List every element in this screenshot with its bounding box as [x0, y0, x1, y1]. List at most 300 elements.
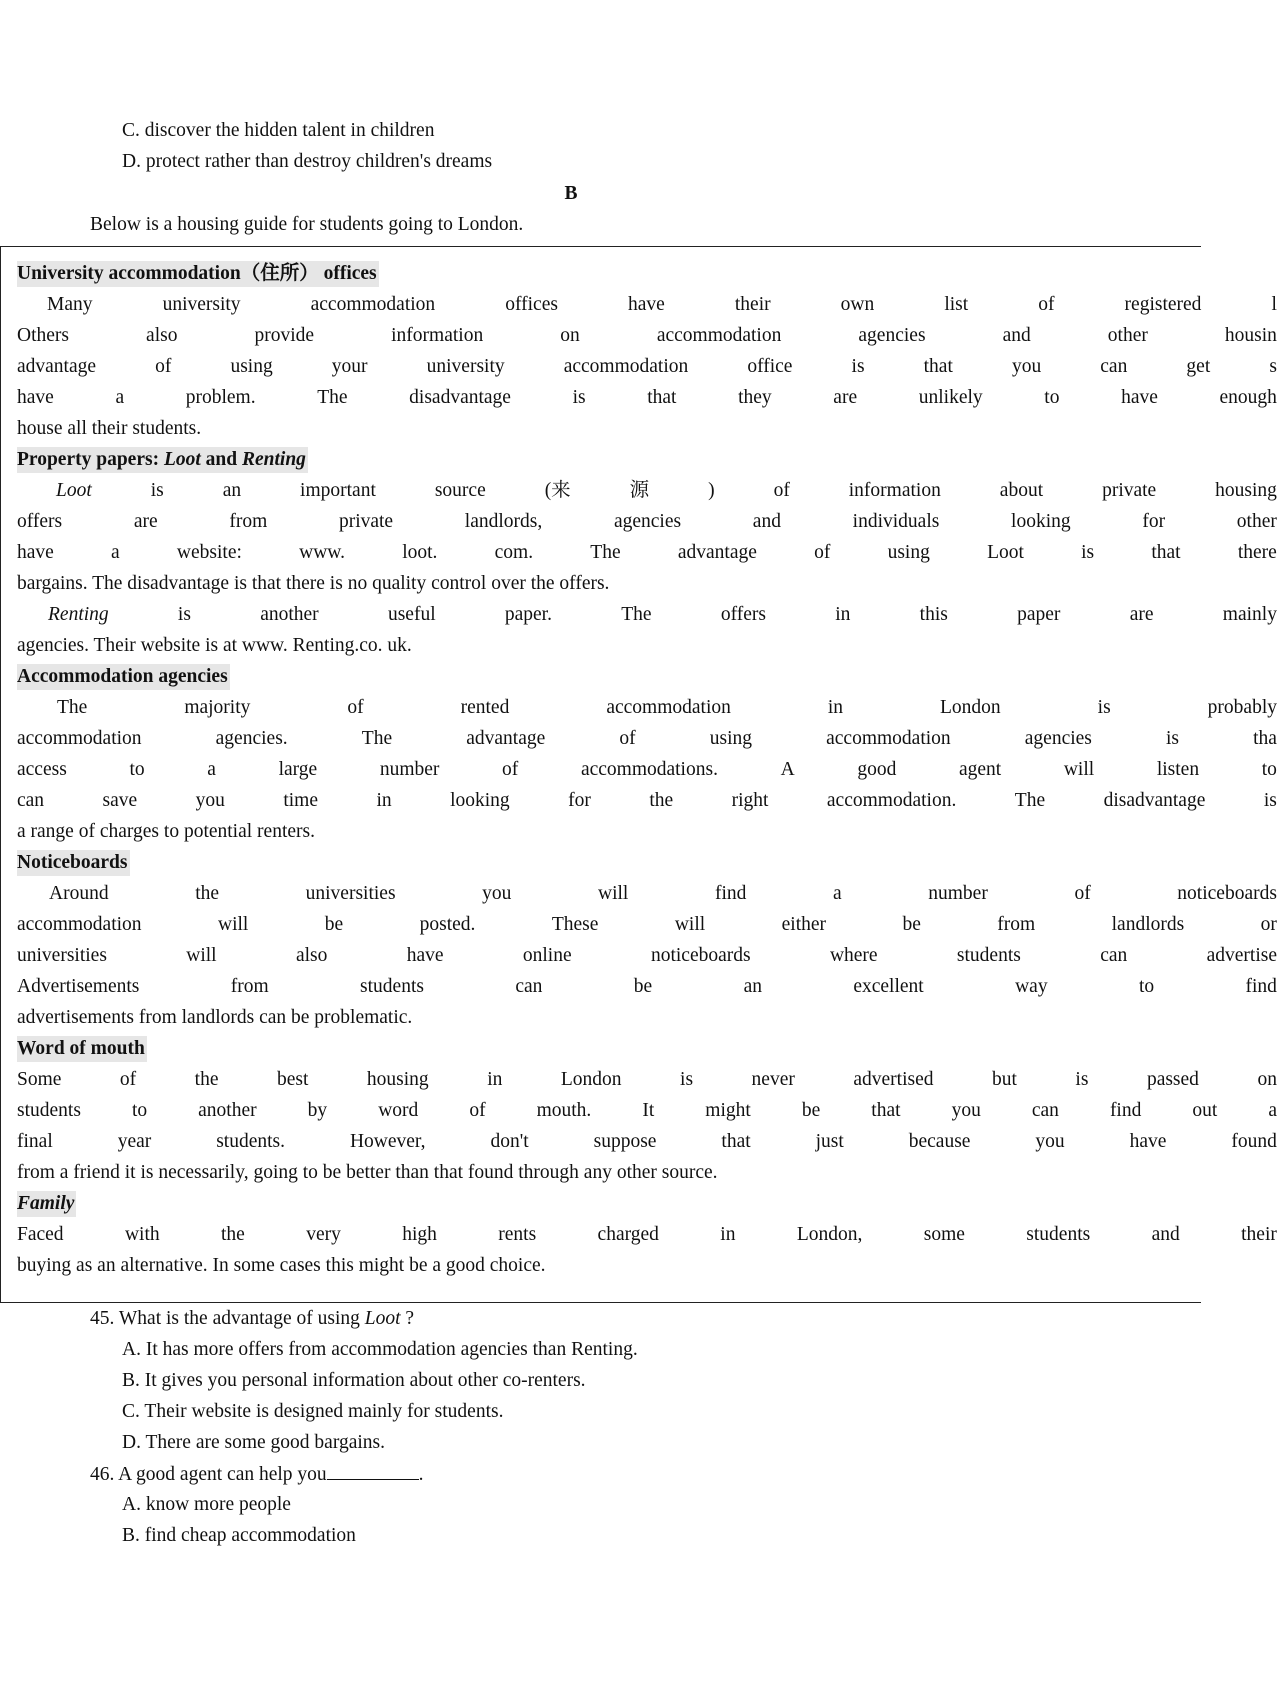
word: are [833, 387, 858, 408]
word: accommodation [656, 325, 782, 346]
word: 源 [629, 480, 650, 501]
para-univ-last: house all their students. [17, 418, 202, 439]
word: you [195, 790, 225, 811]
word: the [194, 1069, 219, 1090]
word: to [1261, 759, 1277, 780]
heading-text: Accommodation agencies [17, 664, 230, 690]
word: find [714, 883, 747, 904]
word: to [1138, 976, 1155, 997]
word: or [1260, 914, 1277, 935]
word: will [217, 914, 249, 935]
para-notice-line-3 [17, 943, 1277, 969]
word: of [1038, 294, 1055, 315]
word: other [1236, 511, 1277, 532]
word: accommodation. [826, 790, 957, 811]
word: offers [720, 604, 766, 625]
word: are [133, 511, 158, 532]
word: enough [1219, 387, 1277, 408]
word: to [1044, 387, 1060, 408]
word: Advertisements [17, 976, 140, 997]
word: you [482, 883, 512, 904]
word: you [1035, 1131, 1065, 1152]
word: best [277, 1069, 309, 1090]
word: of [119, 1069, 137, 1090]
word: either [781, 914, 827, 935]
word: tha [1253, 728, 1277, 749]
word: you [951, 1100, 981, 1121]
para-univ-line-3 [17, 354, 1277, 380]
heading-university-offices [17, 261, 379, 287]
word: will [674, 914, 706, 935]
para-agencies-line-2 [17, 726, 1277, 752]
word: will [186, 945, 217, 966]
word: another [198, 1100, 257, 1121]
word: using [230, 356, 273, 377]
word: and [1151, 1224, 1180, 1245]
para-word-line-1 [17, 1067, 1277, 1093]
word: advertise [1206, 945, 1277, 966]
para-notice-line-1 [49, 881, 1277, 907]
word: to [131, 1100, 148, 1121]
word: an [222, 480, 242, 501]
word: just [815, 1131, 844, 1152]
word: because [908, 1131, 971, 1152]
word: private [1102, 480, 1157, 501]
word: landlords, [464, 511, 543, 532]
word: agent [958, 759, 1002, 780]
question-45-option-b[interactable]: B. It gives you personal information about other co-renters. [122, 1370, 586, 1391]
heading-text: Family [17, 1191, 76, 1217]
word: unlikely [918, 387, 983, 408]
heading-text: Word of mouth [17, 1036, 147, 1062]
word: students. [216, 1131, 285, 1152]
para-notice-line-4 [17, 974, 1277, 1000]
word: Others [17, 325, 69, 346]
word: will [1063, 759, 1095, 780]
word: to [129, 759, 145, 780]
para-agencies-line-1 [57, 695, 1277, 721]
heading-accommodation-agencies [17, 664, 230, 690]
word: a [207, 759, 216, 780]
para-univ-line-1 [47, 292, 1277, 318]
word: mainly [1222, 604, 1277, 625]
word: on [560, 325, 580, 346]
word: have [406, 945, 444, 966]
word: looking [1011, 511, 1071, 532]
word: ) [708, 480, 715, 501]
word: The [57, 697, 88, 718]
section-letter: B [564, 183, 578, 204]
word: universities [17, 945, 107, 966]
word: number [928, 883, 988, 904]
word: and [752, 511, 781, 532]
word: These [551, 914, 599, 935]
stem-end: . [418, 1464, 424, 1485]
word: agencies [1024, 728, 1092, 749]
heading-loot: Loot [163, 449, 201, 470]
word: However, [349, 1131, 426, 1152]
word: of [469, 1100, 486, 1121]
word: can [1100, 356, 1128, 377]
heading-text: Noticeboards [17, 850, 130, 876]
word: offers [17, 511, 63, 532]
word: The [621, 604, 652, 625]
prev-option-d: D. protect rather than destroy children's dreams [122, 151, 493, 172]
word: a [115, 387, 125, 408]
word: in [487, 1069, 503, 1090]
word: you [1011, 356, 1042, 377]
word: Loot [56, 480, 92, 501]
word: an [743, 976, 762, 997]
word: advantage [466, 728, 546, 749]
word: noticeboards [650, 945, 751, 966]
para-loot-line-2 [17, 509, 1277, 535]
word: word [378, 1100, 419, 1121]
word: can [515, 976, 543, 997]
word: but [992, 1069, 1017, 1090]
word: is [177, 604, 191, 625]
word: is [680, 1069, 694, 1090]
word: accommodation [310, 294, 436, 315]
word: advantage [17, 356, 97, 377]
word: their [734, 294, 771, 315]
word: students [956, 945, 1021, 966]
word: have [17, 542, 54, 563]
word: is [1075, 1069, 1089, 1090]
word: from [230, 976, 269, 997]
word: in [835, 604, 851, 625]
heading-family [17, 1191, 76, 1217]
word: agencies. [215, 728, 288, 749]
stem-end: ? [400, 1308, 415, 1329]
word: accommodation [17, 914, 142, 935]
word: posted. [419, 914, 476, 935]
word: It [642, 1100, 655, 1121]
word: right [731, 790, 769, 811]
para-agencies-line-3 [17, 757, 1277, 783]
word: housing [366, 1069, 429, 1090]
word: disadvantage [1103, 790, 1206, 811]
word: there [1237, 542, 1277, 563]
word: the [220, 1224, 245, 1245]
word: don't [490, 1131, 529, 1152]
word: good [857, 759, 897, 780]
word: agencies [613, 511, 682, 532]
word: Some [17, 1069, 62, 1090]
word: on [1257, 1069, 1277, 1090]
word: problem. [185, 387, 256, 408]
word: they [738, 387, 772, 408]
word: office [747, 356, 793, 377]
word: never [751, 1069, 795, 1090]
word: save [102, 790, 138, 811]
heading-renting: Renting [242, 449, 306, 470]
word: can [1100, 945, 1128, 966]
word: time [283, 790, 318, 811]
prev-option-c: C. discover the hidden talent in children [122, 120, 435, 141]
word: accommodation [563, 356, 689, 377]
word: for [568, 790, 591, 811]
word: that [923, 356, 953, 377]
question-45-stem [90, 1306, 414, 1332]
heading-text: University accommodation [17, 263, 241, 284]
word: The [361, 728, 393, 749]
word: Many [47, 294, 93, 315]
word: number [379, 759, 440, 780]
word: students [360, 976, 424, 997]
word: their [1241, 1224, 1277, 1245]
word: be [324, 914, 344, 935]
stem-text: 45. What is the advantage of using [90, 1308, 365, 1329]
word: students [17, 1100, 81, 1121]
word: excellent [853, 976, 924, 997]
para-word-line-2 [17, 1098, 1277, 1124]
word: year [117, 1131, 152, 1152]
word: useful [387, 604, 436, 625]
word: also [146, 325, 178, 346]
word: final [17, 1131, 53, 1152]
word: own [840, 294, 875, 315]
word: offices [505, 294, 558, 315]
para-univ-line-4 [17, 385, 1277, 411]
word: London [940, 697, 1001, 718]
word: of [502, 759, 519, 780]
word: is [1166, 728, 1180, 749]
word: of [1074, 883, 1091, 904]
word: accommodations. [580, 759, 718, 780]
word: The [317, 387, 348, 408]
word: access [17, 759, 67, 780]
word: the [195, 883, 220, 904]
word: The [590, 542, 621, 563]
word: can [1031, 1100, 1059, 1121]
word: some [923, 1224, 965, 1245]
word: that [721, 1131, 751, 1152]
para-word-last: from a friend it is necessarily, going to be better than that found through any other source. [17, 1162, 718, 1183]
para-agencies-line-4 [17, 788, 1277, 814]
housing-guide-box [0, 246, 1277, 1303]
word: university [426, 356, 505, 377]
word: online [522, 945, 572, 966]
word: by [307, 1100, 328, 1121]
word: advantage [677, 542, 757, 563]
word: Around [49, 883, 109, 904]
word: the [649, 790, 674, 811]
para-notice-line-2 [17, 912, 1277, 938]
word: that [1151, 542, 1181, 563]
word: using [887, 542, 930, 563]
word: is [1263, 790, 1277, 811]
word: Loot [987, 542, 1024, 563]
word: from [997, 914, 1036, 935]
word: looking [450, 790, 510, 811]
word: using [709, 728, 752, 749]
word: individuals [852, 511, 940, 532]
word: have [1121, 387, 1158, 408]
word: a [1268, 1100, 1277, 1121]
word: agencies [858, 325, 926, 346]
word: accommodation [606, 697, 731, 718]
word: list [944, 294, 969, 315]
word: suppose [593, 1131, 657, 1152]
passage-intro: Below is a housing guide for students going to London. [90, 214, 524, 235]
word: disadvantage [409, 387, 511, 408]
word: a [832, 883, 842, 904]
word: in [827, 697, 844, 718]
word: of [155, 356, 172, 377]
para-notice-last: advertisements from landlords can be problematic. [17, 1007, 413, 1028]
word: Faced [17, 1224, 64, 1245]
word: of [773, 480, 790, 501]
word: important [300, 480, 376, 501]
word: universities [305, 883, 396, 904]
word: students [1026, 1224, 1091, 1245]
word: accommodation [17, 728, 142, 749]
word: (来 [544, 480, 571, 501]
word: paper [1017, 604, 1061, 625]
word: a [111, 542, 120, 563]
word: can [17, 790, 45, 811]
para-word-line-3 [17, 1129, 1277, 1155]
word: another [260, 604, 319, 625]
question-45-option-a[interactable]: A. It has more offers from accommodation agencies than Renting. [122, 1339, 638, 1360]
word: very [306, 1224, 341, 1245]
word: housin [1224, 325, 1277, 346]
para-family-line-1 [17, 1222, 1277, 1248]
question-45-option-d[interactable]: D. There are some good bargains. [122, 1432, 385, 1453]
word: information [848, 480, 941, 501]
word: source [434, 480, 486, 501]
question-46-stem [90, 1461, 424, 1488]
word: in [376, 790, 392, 811]
word: private [338, 511, 394, 532]
word: of [814, 542, 831, 563]
word: of [347, 697, 364, 718]
word: information [391, 325, 484, 346]
word: is [1097, 697, 1111, 718]
para-loot-last: bargains. The disadvantage is that there is no quality control over the offers. [17, 573, 610, 594]
word: find [1245, 976, 1277, 997]
question-46-option-b[interactable]: B. find cheap accommodation [122, 1525, 356, 1546]
word: of [619, 728, 636, 749]
word: that [871, 1100, 901, 1121]
word: London, [796, 1224, 863, 1245]
word: is [1081, 542, 1095, 563]
word: this [919, 604, 948, 625]
word: with [124, 1224, 160, 1245]
para-loot-line-1 [56, 478, 1277, 504]
word: is [851, 356, 865, 377]
word: The [1014, 790, 1046, 811]
word: rents [498, 1224, 537, 1245]
word: found [1231, 1131, 1277, 1152]
word: mouth. [536, 1100, 592, 1121]
stem-text: 46. A good agent can help you [90, 1464, 327, 1485]
word: your [331, 356, 368, 377]
word: other [1107, 325, 1148, 346]
word: where [829, 945, 878, 966]
word: Renting [48, 604, 109, 625]
para-agencies-last: a range of charges to potential renters. [17, 821, 315, 842]
word: have [628, 294, 665, 315]
answer-blank[interactable] [327, 1461, 419, 1480]
word: be [902, 914, 921, 935]
heading-word-of-mouth [17, 1036, 147, 1062]
word: A [780, 759, 795, 780]
word: is [150, 480, 164, 501]
word: London [560, 1069, 622, 1090]
word: l [1271, 294, 1277, 315]
word: landlords [1111, 914, 1185, 935]
word: website: [176, 542, 242, 563]
word: com. [494, 542, 534, 563]
heading-text: Property papers: [17, 449, 164, 470]
word: for [1142, 511, 1166, 532]
word: from [229, 511, 268, 532]
word: probably [1207, 697, 1277, 718]
word: university [162, 294, 241, 315]
word: www. [299, 542, 345, 563]
word: might [705, 1100, 751, 1121]
word: s [1269, 356, 1277, 377]
word: that [647, 387, 677, 408]
word: rented [460, 697, 510, 718]
heading-property-papers [17, 447, 308, 473]
word: large [278, 759, 318, 780]
word: have [17, 387, 54, 408]
word: majority [184, 697, 251, 718]
word: also [295, 945, 328, 966]
para-renting-last: agencies. Their website is at www. Renting.co. uk. [17, 635, 412, 656]
stem-loot: Loot [364, 1308, 401, 1329]
word: will [598, 883, 629, 904]
word: registered [1124, 294, 1202, 315]
para-family-last: buying as an alternative. In some cases this might be a good choice. [17, 1255, 546, 1276]
word: find [1109, 1100, 1142, 1121]
word: passed [1146, 1069, 1199, 1090]
para-loot-line-3 [17, 540, 1277, 566]
word: high [402, 1224, 437, 1245]
word: charged [597, 1224, 659, 1245]
word: be [801, 1100, 821, 1121]
word: be [633, 976, 653, 997]
word: paper. [504, 604, 552, 625]
word: advertised [853, 1069, 934, 1090]
question-46-option-a[interactable]: A. know more people [122, 1494, 291, 1515]
question-45-option-c[interactable]: C. Their website is designed mainly for students. [122, 1401, 504, 1422]
para-univ-line-2 [17, 323, 1277, 349]
word: loot. [402, 542, 438, 563]
word: accommodation [826, 728, 951, 749]
para-renting-line-1 [48, 602, 1277, 628]
word: are [1129, 604, 1154, 625]
word: housing [1215, 480, 1277, 501]
word: listen [1156, 759, 1200, 780]
word: have [1129, 1131, 1167, 1152]
heading-text-end: offices [318, 263, 377, 284]
word: and [1002, 325, 1031, 346]
word: out [1192, 1100, 1218, 1121]
word: is [572, 387, 586, 408]
heading-noticeboards [17, 850, 130, 876]
word: about [999, 480, 1044, 501]
word: noticeboards [1177, 883, 1277, 904]
word: get [1186, 356, 1211, 377]
word: in [720, 1224, 736, 1245]
word: way [1015, 976, 1048, 997]
word: provide [254, 325, 315, 346]
heading-cn: （住所） [240, 263, 319, 284]
